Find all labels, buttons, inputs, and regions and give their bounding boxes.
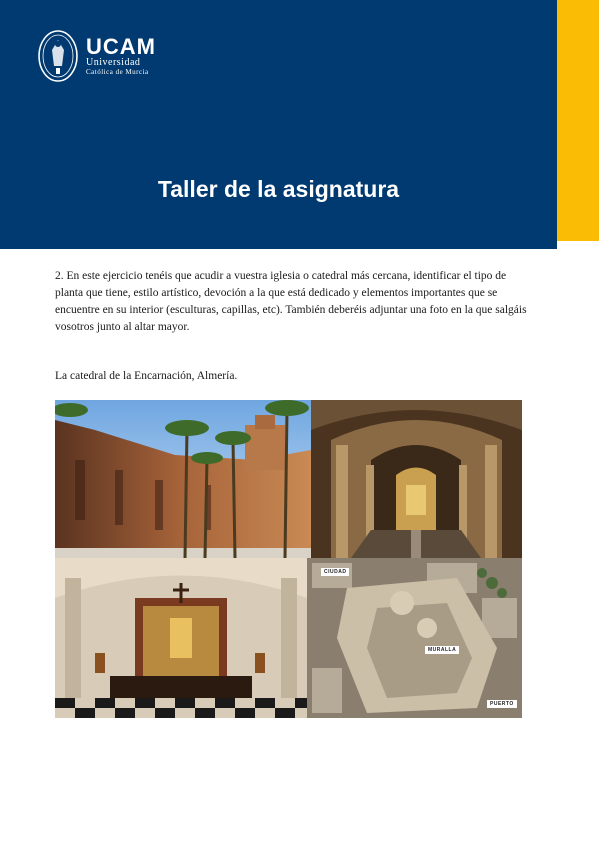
- page-title: Taller de la asignatura: [157, 176, 400, 202]
- photo-main-altar: [55, 558, 307, 718]
- aerial-label-puerto: PUERTO: [487, 700, 517, 708]
- aerial-label-ciudad: CIUDAD: [321, 568, 349, 576]
- logo-subtitle-1: Universidad: [86, 56, 141, 68]
- photo-cathedral-exterior: [55, 400, 311, 558]
- ucam-logo: [38, 30, 156, 82]
- photo-caption: La catedral de la Encarnación, Almería.: [55, 370, 238, 382]
- accent-bar: [557, 0, 599, 241]
- instructions-paragraph: 2. En este ejercicio tenéis que acudir a vuestra iglesia o catedral más cercana, identificar el tipo de planta que tiene, estilo artístico, devoción a la que está dedicado y elementos importantes que se encuentre en su interior (esculturas, capillas, etc). También deberéis adjuntar una foto en la que salgáis vosotros junto al altar mayor.: [55, 270, 527, 333]
- university-seal-icon: [38, 30, 78, 82]
- photo-aerial-view: [307, 558, 522, 718]
- header-banner: [0, 0, 557, 249]
- photo-cathedral-nave: [311, 400, 522, 558]
- logo-wordmark: UCAM: [86, 33, 156, 59]
- aerial-label-muralla: MURALLA: [425, 646, 459, 654]
- logo-subtitle-2: Católica de Murcia: [86, 67, 149, 76]
